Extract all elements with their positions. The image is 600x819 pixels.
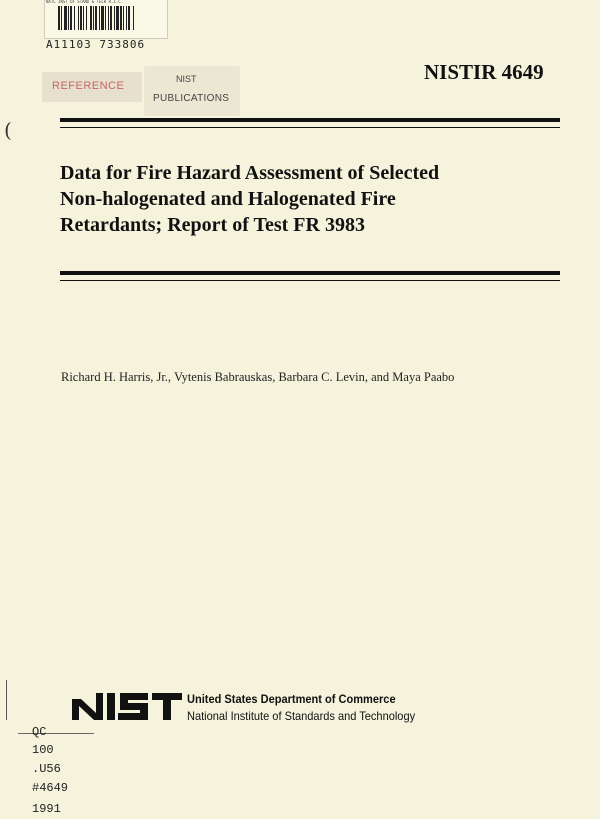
department-name: United States Department of Commerce <box>187 692 396 706</box>
top-rule-thick <box>60 118 560 122</box>
top-rule-thin <box>60 127 560 128</box>
stamp-nist-text: NIST <box>176 74 197 84</box>
stamp-publications-text: PUBLICATIONS <box>153 93 230 104</box>
barcode-caption: NATL INST OF STAND & TECH R.I.C. <box>46 0 124 4</box>
scan-edge-line <box>6 680 7 720</box>
scan-edge-mark: ( <box>4 118 12 142</box>
call-number-line-3: .U56 <box>32 762 61 776</box>
nist-logo-icon <box>72 689 182 721</box>
title-line-1: Data for Fire Hazard Assessment of Selected <box>60 162 440 184</box>
call-number-rule <box>18 733 94 734</box>
title-line-2: Non-halogenated and Halogenated Fire <box>60 188 396 210</box>
call-number-line-4: #4649 <box>32 781 69 795</box>
bottom-rule-thick <box>60 271 560 275</box>
title-line-3: Retardants; Report of Test FR 3983 <box>60 214 365 236</box>
institute-name: National Institute of Standards and Technology <box>187 709 416 723</box>
report-number: NISTIR 4649 <box>424 60 544 84</box>
barcode-icon <box>58 6 158 30</box>
reference-stamp-text: REFERENCE <box>52 80 125 92</box>
document-title <box>60 160 550 238</box>
bottom-rule-thin <box>60 280 560 281</box>
call-number-line-2: 100 <box>32 743 54 757</box>
authors: Richard H. Harris, Jr., Vytenis Babrauskas, Barbara C. Levin, and Maya Paabo <box>61 370 455 384</box>
barcode-number: A11103 733806 <box>46 38 146 51</box>
call-number-line-5: 1991 <box>32 802 61 816</box>
call-number-line-1: QC <box>32 725 47 739</box>
